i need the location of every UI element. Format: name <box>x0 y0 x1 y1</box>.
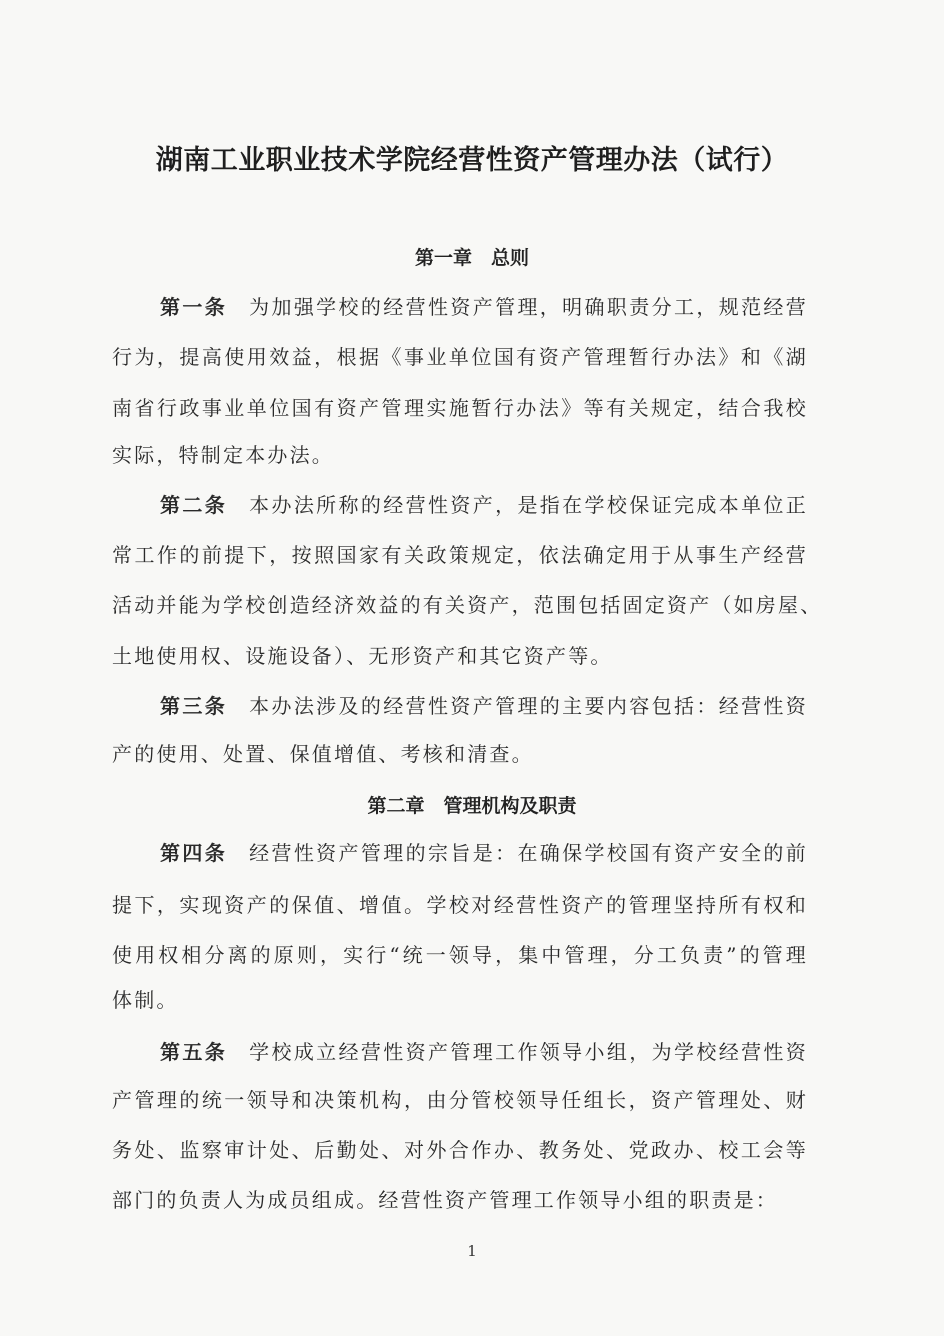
paragraph-line <box>112 442 808 468</box>
paragraph-line <box>112 542 808 568</box>
line-text: 部门的负责人为成员组成。经营性资产管理工作领导小组的职责是： <box>112 1188 778 1212</box>
line-text: 实际，特制定本办法。 <box>112 443 334 467</box>
paragraph-line <box>112 987 808 1013</box>
paragraph-line <box>112 395 808 421</box>
line-text: 行为，提高使用效益，根据《事业单位国有资产管理暂行办法》和《湖 <box>112 345 808 369</box>
article-label: 第一条 <box>160 295 228 319</box>
line-text: 土地使用权、设施设备）、无形资产和其它资产等。 <box>112 644 613 668</box>
article-label: 第四条 <box>160 841 228 865</box>
chapter-heading-1: 第一章 总则 <box>414 247 529 269</box>
paragraph-line <box>112 1039 808 1065</box>
paragraph-line <box>112 741 808 767</box>
document-title: 湖南工业职业技术学院经营性资产管理办法（试行） <box>155 145 789 176</box>
line-text: 常工作的前提下，按照国家有关政策规定，依法确定用于从事生产经营 <box>112 543 808 567</box>
article-label: 第五条 <box>160 1040 228 1064</box>
paragraph-line <box>112 1087 808 1113</box>
line-text: 学校成立经营性资产管理工作领导小组，为学校经营性资 <box>249 1040 808 1064</box>
page-number: 1 <box>467 1242 477 1260</box>
paragraph-line <box>112 1137 808 1163</box>
paragraph-line <box>112 643 808 669</box>
paragraph-line <box>112 1187 808 1213</box>
line-text: 本办法所称的经营性资产，是指在学校保证完成本单位正 <box>249 493 808 517</box>
line-text: 经营性资产管理的宗旨是：在确保学校国有资产安全的前 <box>249 841 808 865</box>
paragraph-line <box>112 344 808 370</box>
line-text: 为加强学校的经营性资产管理，明确职责分工，规范经营 <box>249 295 808 319</box>
paragraph-line <box>112 492 808 518</box>
line-text: 活动并能为学校创造经济效益的有关资产，范围包括固定资产（如房屋、 <box>112 593 823 617</box>
article-label: 第二条 <box>160 493 228 517</box>
paragraph-line <box>112 942 808 968</box>
paragraph-line <box>112 693 808 719</box>
line-text: 提下，实现资产的保值、增值。学校对经营性资产的管理坚持所有权和 <box>112 893 808 917</box>
paragraph-line <box>112 840 808 866</box>
line-text: 南省行政事业单位国有资产管理实施暂行办法》等有关规定，结合我校 <box>112 396 808 420</box>
paragraph-line <box>112 294 808 320</box>
line-text: 产管理的统一领导和决策机构，由分管校领导任组长，资产管理处、财 <box>112 1088 808 1112</box>
line-text: 体制。 <box>112 988 179 1012</box>
paragraph-line <box>112 892 808 918</box>
chapter-heading-2: 第二章 管理机构及职责 <box>367 795 577 817</box>
line-text: 本办法涉及的经营性资产管理的主要内容包括：经营性资 <box>249 694 808 718</box>
line-text: 务处、监察审计处、后勤处、对外合作办、教务处、党政办、校工会等 <box>112 1138 808 1162</box>
paragraph-line <box>112 592 823 618</box>
line-text: 使用权相分离的原则，实行“统一领导，集中管理，分工负责”的管理 <box>112 943 808 967</box>
article-label: 第三条 <box>160 694 228 718</box>
line-text: 产的使用、处置、保值增值、考核和清查。 <box>112 742 534 766</box>
